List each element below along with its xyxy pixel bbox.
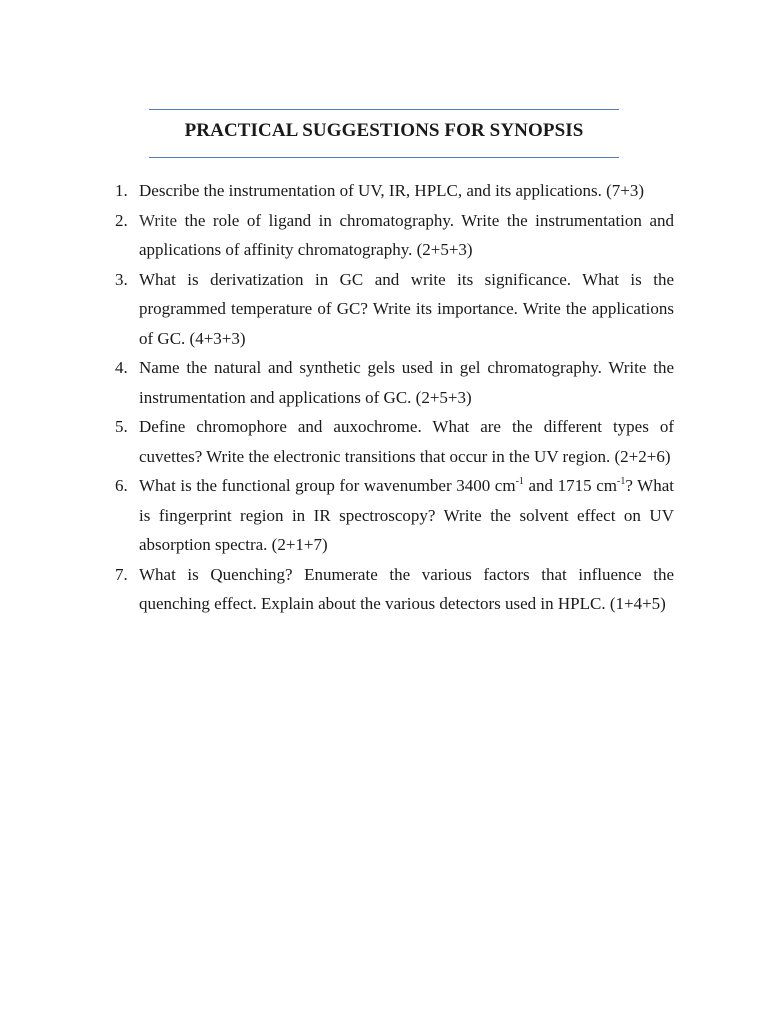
question-text: What is Quenching? Enumerate the various factors that influence the quenching effect. Explain about the various detectors used in HPLC. (1+4+5) (139, 564, 674, 613)
question-list (109, 176, 674, 619)
question-number: 3. (115, 269, 128, 289)
question-item-7 (109, 560, 674, 619)
question-number: 7. (115, 564, 128, 584)
question-item-3 (109, 265, 674, 354)
question-text-part: and 1715 cm (523, 476, 617, 495)
question-text: Describe the instrumentation of UV, IR, HPLC, and its applications. (7+3) (139, 181, 645, 200)
title-rule-top (149, 109, 619, 110)
question-item-5 (109, 412, 674, 471)
superscript-exponent: -1 (617, 476, 626, 487)
question-text: the role of ligand in chromatography. Write the instrumentation and applications of affinity chromatography. (2+5+3) (139, 210, 674, 259)
question-text: Name the natural and synthetic gels used in gel chromatography. Write the instrumentation and applications of GC. (2+5+3) (139, 358, 674, 407)
question-number: 1. (115, 181, 128, 200)
question-item-1 (109, 176, 674, 206)
question-text: Define chromophore and auxochrome. What are the different types of cuvettes? Write the electronic transitions that occur in the UV region. (2+2+6) (139, 417, 674, 466)
question-item-4 (109, 353, 674, 412)
question-number: 5. (115, 417, 128, 436)
question-text: What is derivatization in GC and write its significance. What is the programmed temperature of GC? Write its importance. Write the applications of GC. (4+3+3) (139, 269, 674, 348)
question-text-part: What is the functional group for wavenumber 3400 cm (139, 476, 516, 495)
page-title: PRACTICAL SUGGESTIONS FOR SYNOPSIS (184, 120, 584, 141)
question-number: 4. (115, 358, 128, 377)
title-rule-bottom (149, 157, 619, 158)
question-number: 2. (115, 210, 128, 230)
question-lead-word: Write (139, 210, 178, 230)
question-text-part: ? What is fingerprint region in IR spectroscopy? Write the solvent effect on UV absorption spectra. (2+1+7) (139, 476, 674, 554)
question-number: 6. (115, 476, 128, 495)
question-item-6 (109, 471, 674, 560)
question-item-2 (109, 206, 674, 265)
superscript-exponent: -1 (515, 476, 524, 487)
